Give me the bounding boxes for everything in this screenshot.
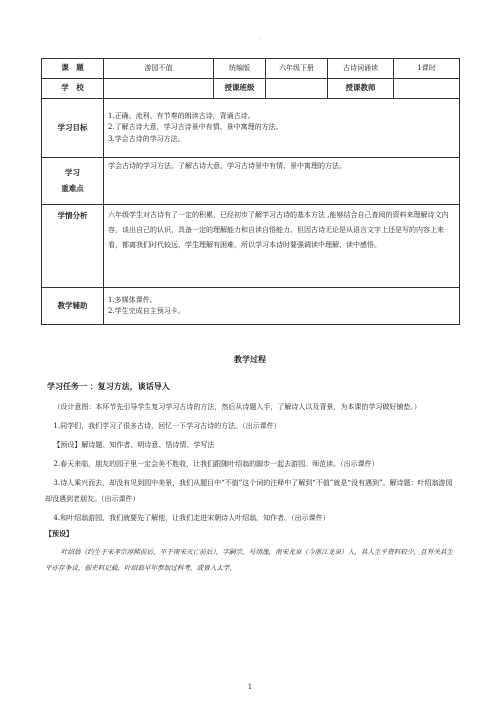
table-row (42, 59, 460, 79)
table-row (42, 99, 460, 158)
school-label: 学 校 (42, 79, 104, 99)
teacher-label: 授课教师 (328, 79, 394, 99)
key-points-label (42, 158, 104, 205)
goal-item: 1.正确、流利、有节奏的朗读古诗，背诵古诗。 (108, 111, 255, 120)
task-title: 学习任务一 ：复习方法，谈话导入 (47, 381, 170, 391)
table-row (42, 158, 460, 205)
class-label: 授课班级 (214, 79, 266, 99)
situation-content: 六年级学生对古诗有了一定的积累，已经初步了解学习古诗的基本方法 ,能够结合自己查阅的资料来理解诗文内容，谈出自己的认识，具备一定的理解能力和自读自悟能力。但因古诗无论是从语言文字上还是写的内容上来看，都离我们时代较远，学生理解有困难，所以学习本诗时要强调读中理解、读中感悟。 (104, 205, 460, 288)
key-points-label-line1: 学习 (65, 168, 80, 178)
scan-dot: · (260, 36, 262, 43)
preset-label: 【预设】 (45, 529, 73, 538)
situation-label: 学情分析 (42, 205, 104, 288)
edition-value: 统编版 (214, 59, 266, 79)
key-points-content: 学会古诗的学习方法。了解古诗大意，学习古诗景中有情、景中寓理的方法。 (104, 158, 460, 205)
page-number: 1 (247, 683, 253, 691)
process-body (45, 399, 457, 576)
goals-content (104, 99, 460, 158)
paragraph: （设计意图：本环节先引导学生复习学习古诗的方法，然后从诗题入手，了解诗人以及背景，为本课的学习做好铺垫。） (53, 403, 421, 411)
paragraph: 【预设】解诗题、知作者、明诗意、悟诗情、学写法 (53, 441, 215, 449)
aids-content (104, 288, 460, 325)
aid-item: 1.多媒体课件。 (108, 295, 157, 304)
school-value (104, 79, 214, 99)
lesson-info-table (41, 58, 460, 325)
grade-value: 六年级下册 (266, 59, 328, 79)
goal-item: 2.了解古诗大意，学习古诗景中有情、景中寓理的方法。 (108, 123, 283, 132)
key-points-label-line2: 重难点 (61, 183, 84, 193)
hours-value: 1课时 (394, 59, 460, 79)
teacher-value (394, 79, 460, 99)
author-bio: 叶绍翁（约生于宋孝宗淳熙前后，卒于南宋灭亡前后），字嗣宗，号靖逸，南宋龙泉（今浙江龙泉）人，其人生平资料较少，且有关其生平亦存争议，据史料记载，叶绍翁早年参加过科考，或曾入太学， (45, 548, 454, 572)
aids-label: 教学辅助 (42, 288, 104, 325)
topic-value: 游园不值 (104, 59, 214, 79)
paragraph: 1.同学们，我们学习了很多古诗，回忆一下学习古诗的方法。（出示课件） (53, 422, 281, 430)
aid-item: 2.学生完成自主预习卡。 (108, 307, 185, 315)
goal-item: 3.学会古诗的学习方法。 (108, 134, 185, 143)
paragraph: 2.春天来临，朋友的园子里一定会美不胜收，让我们跟随叶绍翁的脚步一起去游园。师范读。（出示课件） (53, 460, 379, 468)
topic-label: 课 题 (42, 59, 104, 79)
table-row (42, 288, 460, 325)
table-row (42, 79, 460, 99)
goals-label: 学习目标 (42, 99, 104, 158)
paragraph: 3.诗人乘兴而去，却没有见到园中美景，我们从题目中“不值”这个词的注释中了解到“不值”就是“没有遇到”。解诗题：叶绍翁游园却没遇到老朋友。（出示课件） (45, 479, 453, 503)
unit-value: 古诗词诵读 (328, 59, 394, 79)
table-row (42, 205, 460, 288)
process-title: 教学过程 (234, 354, 266, 364)
class-value (266, 79, 328, 99)
paragraph: 4.和叶绍翁游园，我们就要先了解他，让我们走进宋朝诗人叶绍翁，知作者。（出示课件） (53, 514, 330, 522)
